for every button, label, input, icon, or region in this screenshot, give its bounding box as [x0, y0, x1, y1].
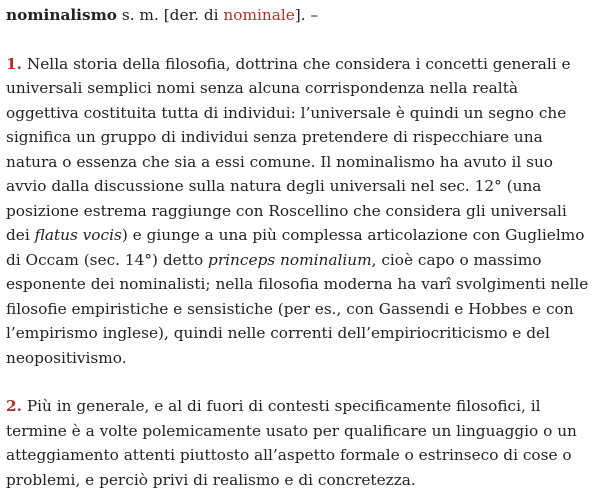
etymology-close: ]. –: [294, 6, 319, 24]
sense-2: [6, 394, 594, 492]
sense-text: Più in generale, e al di fuori di contesti specificamente filosofici, il termine è a volte polemicamente usato per qualificare un linguaggio o un atteggiamento attenti piuttosto all’aspetto formale o estrinseco di cose o problemi, e perciò privi di realismo e di concretezza.: [6, 397, 577, 489]
grammar-label: s. m.: [121, 6, 159, 24]
sense-italic-term: flatus vocis: [34, 226, 122, 244]
entry-header: [6, 3, 594, 28]
sense-number: 2.: [6, 397, 22, 415]
sense-italic-term: princeps nominalium: [208, 250, 372, 269]
lemma: nominalismo: [6, 6, 117, 24]
sense-text: ) e giunge a una più complessa articolazione con Guglielmo di Occam (sec. 14°) detto: [6, 226, 585, 269]
dictionary-entry: [6, 0, 594, 492]
etymology-open: [der. di: [163, 6, 224, 24]
sense-number: 1.: [6, 54, 22, 73]
sense-1: [6, 52, 594, 371]
sense-text: Nella storia della filosofia, dottrina che considera i concetti generali e universali semplici nomi senza alcuna corrispondenza nella realtà oggettiva costituita tutta di individui: l’universale è quindi un segno che significa un gruppo di individui senza pretendere di rispecchiare una natura o essenza che sia a essi comune. Il nominalismo ha avuto il suo avvio dalla discussione sulla natura degli universali nel sec. 12° (una posizione estrema raggiunge con Roscellino che considera gli universali dei: [6, 54, 571, 244]
sense-text: , cioè capo o massimo esponente dei nominalisti; nella filosofia moderna ha varî svolgimenti nelle filosofie empiristiche e sensistiche (per es., con Gassendi e Hobbes e con l’empirismo inglese), quindi nelle correnti dell’empiriocriticismo e del neopositivismo.: [6, 250, 589, 367]
etymology-link[interactable]: nominale: [223, 6, 295, 24]
